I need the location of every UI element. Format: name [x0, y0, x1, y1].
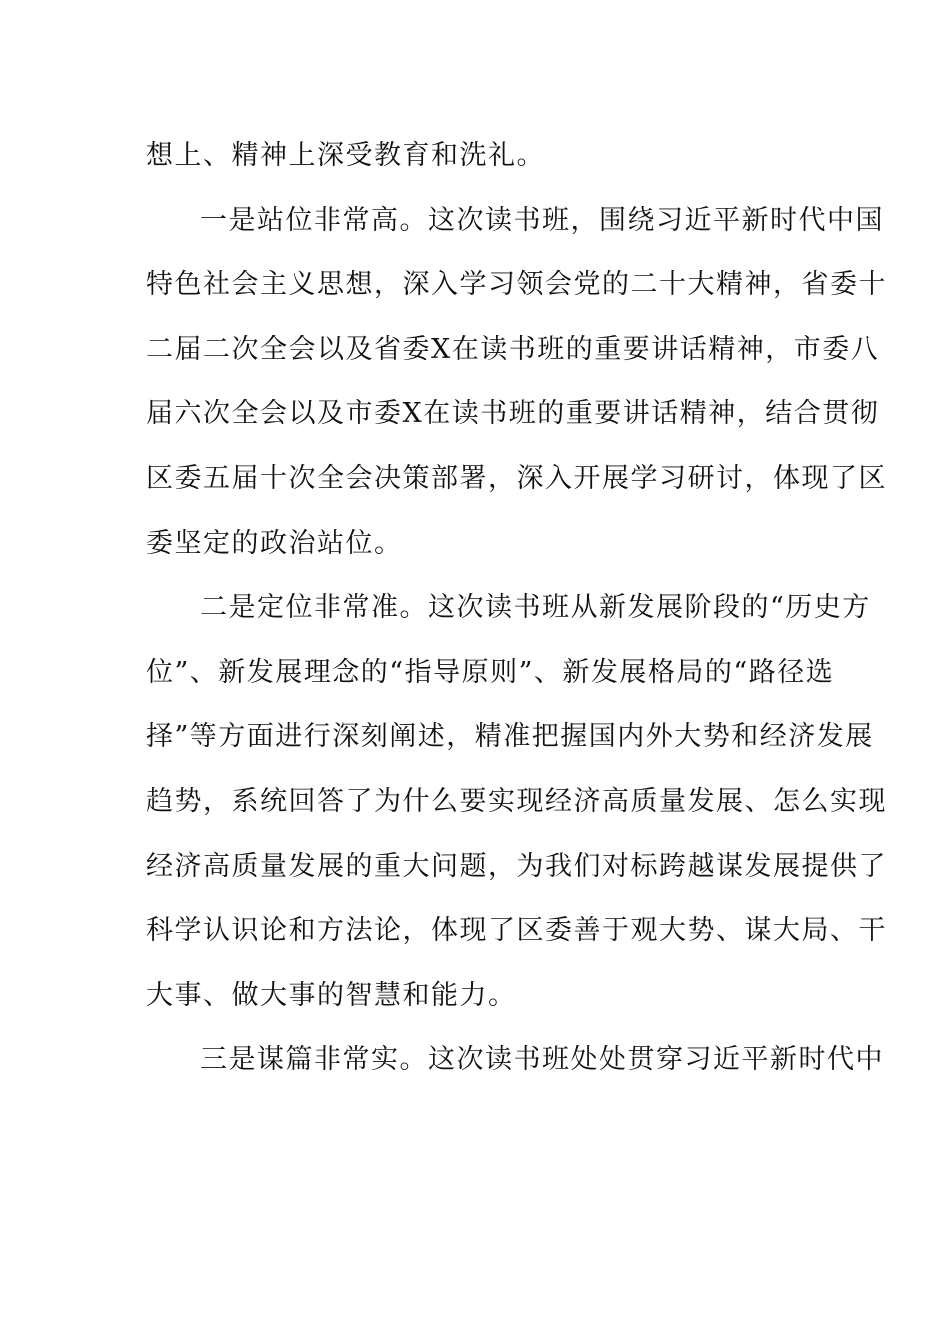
document-body	[146, 129, 887, 1098]
text-line: 经济高质量发展的重大问题，为我们对标跨越谋发展提供了	[146, 850, 887, 882]
paragraph-first-line: 二是定位非常准。这次读书班从新发展阶段的“历史方	[200, 592, 871, 624]
text-line: 趋势，系统回答了为什么要实现经济高质量发展、怎么实现	[146, 785, 887, 817]
text-line: 大事、做大事的智慧和能力。	[146, 979, 517, 1011]
text-line: 委坚定的政治站位。	[146, 527, 403, 559]
text-line: 特色社会主义思想，深入学习领会党的二十大精神，省委十	[146, 269, 887, 301]
text-line: 想上、精神上深受教育和洗礼。	[146, 140, 545, 171]
paragraph-first-line: 三是谋篇非常实。这次读书班处处贯穿习近平新时代中	[200, 1044, 884, 1076]
text-line: 二届二次全会以及省委X在读书班的重要讲话精神，市委八	[146, 333, 880, 365]
text-line: 届六次全会以及市委X在读书班的重要讲话精神，结合贯彻	[146, 398, 880, 430]
text-line: 位”、新发展理念的“指导原则”、新发展格局的“路径选	[146, 656, 835, 688]
paragraph-first-line: 一是站位非常高。这次读书班，围绕习近平新时代中国	[200, 204, 884, 236]
text-line: 科学认识论和方法论，体现了区委善于观大势、谋大局、干	[146, 915, 887, 947]
text-line: 区委五届十次全会决策部署，深入开展学习研讨，体现了区	[146, 462, 887, 494]
text-line: 择”等方面进行深刻阐述，精准把握国内外大势和经济发展	[146, 721, 874, 753]
